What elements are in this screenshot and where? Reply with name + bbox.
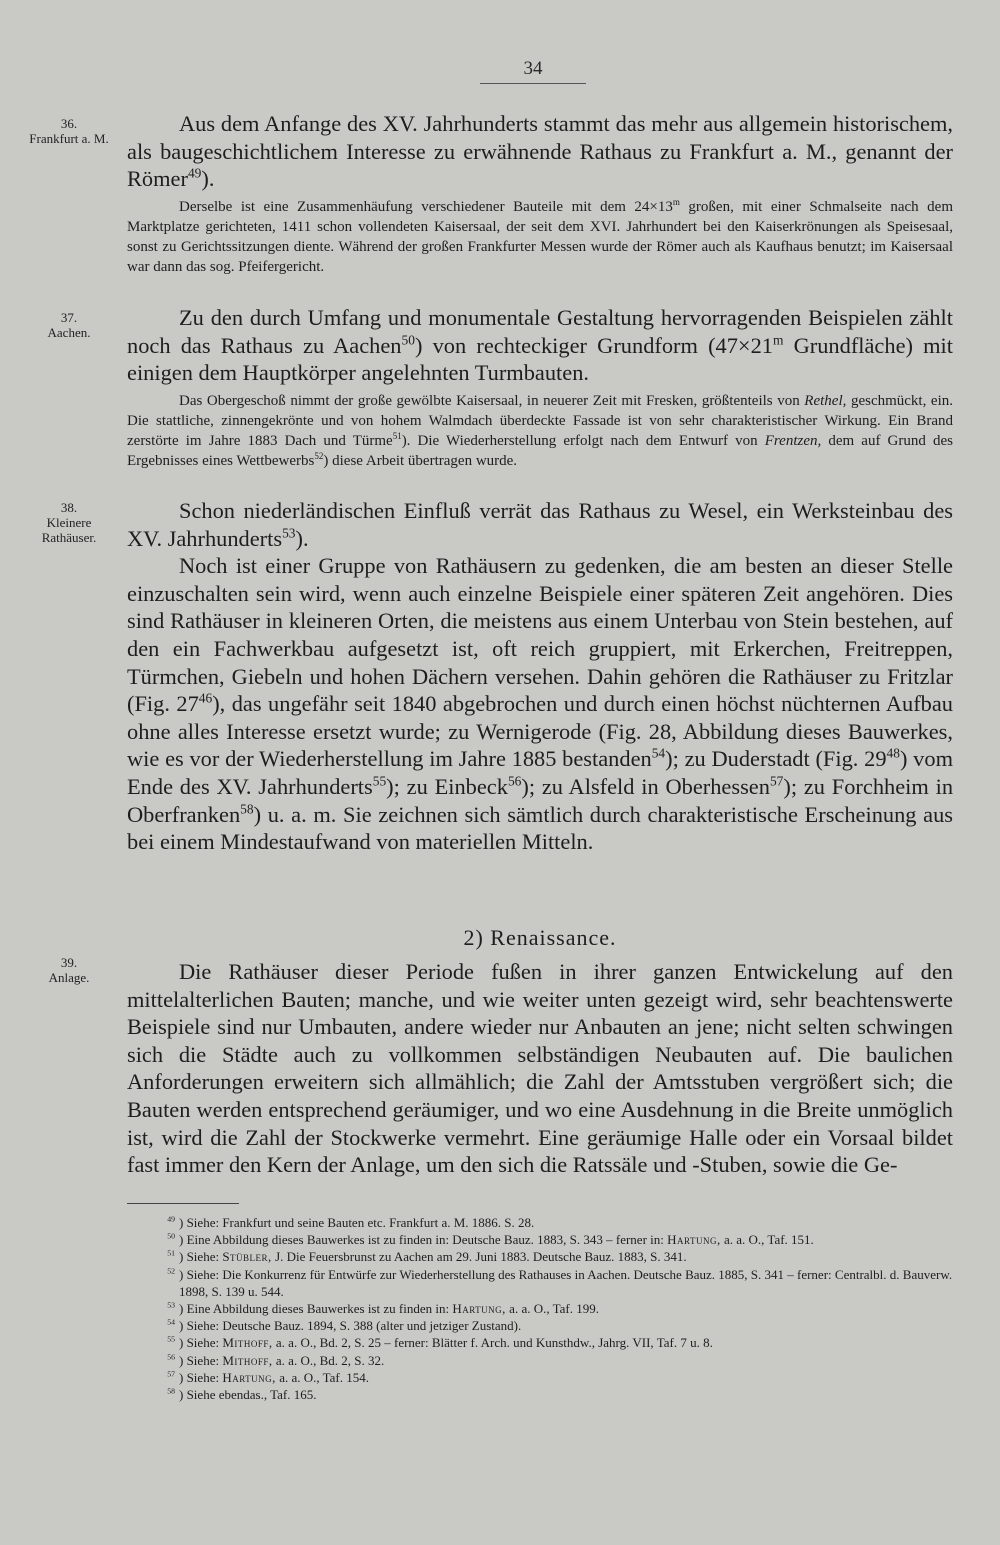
- section-36: [127, 110, 953, 278]
- footnote-rule: [127, 1203, 239, 1204]
- paragraph: Aus dem Anfange des XV. Jahrhunderts stammt das mehr aus allgemein historischem, als baugeschichtlichem Interesse zu erwähnende Rathaus zu Frankfurt a. M., genannt der Römer$^{49}$).: [127, 111, 953, 192]
- margin-note-label: Rathäuser.: [41, 530, 97, 545]
- margin-note-number: 38.: [60, 500, 78, 515]
- footnote-52: $^{52}$ ) Siehe: Die Konkurrenz für Entwürfe zur Wiederherstellung des Rathauses in Aachen. Deutsche Bauz. 1885, S. 341 – ferner: Centralbl. d. Bauverw. 1898, S. 139 u. 544.: [167, 1266, 953, 1299]
- section-37: [127, 304, 953, 472]
- paragraph: Schon niederländischen Einfluß verrät das Rathaus zu Wesel, ein Werksteinbau des XV. Jahrhunderts$^{53}$).: [127, 498, 953, 551]
- paragraph: Noch ist einer Gruppe von Rathäusern zu gedenken, die am besten an dieser Stelle einzuschalten sein wird, wenn auch einzelne Beispiele einer späteren Zeit angehören. Dies sind Rathäuser in kleineren Orten, die meistens aus einem Unterbau von Stein bestehen, auf den ein Fachwerkbau aufgesetzt ist, oft reich gruppiert, mit Erkerchen, Freitreppen, Türmchen, Giebeln und hohen Dächern versehen. Dahin gehören die Rathäuser zu Fritzlar (Fig. $27^{46}$), das ungefähr seit 1840 abgebrochen und durch einen höchst nüchternen Aufbau ohne alles Interesse ersetzt wurde; zu Wernigerode (Fig. 28, Abbildung dieses Bauwerkes, wie es vor der Wiederherstellung im Jahre 1885 bestanden$^{54}$); zu Duderstadt (Fig. $29^{48}$) vom Ende des XV. Jahrhunderts$^{55}$); zu Einbeck$^{56}$); zu Alsfeld in Oberhessen$^{57}$); zu Forchheim in Oberfranken$^{58}$) u. a. m. Sie zeichnen sich sämtlich durch charakteristische Erscheinung aus bei einem Mindestaufwand von materiellen Mitteln.: [127, 553, 954, 855]
- margin-note-number: 36.: [60, 116, 78, 131]
- margin-note-label: Aachen.: [47, 325, 91, 340]
- margin-note-label: Kleinere: [46, 515, 92, 530]
- footnote-57: $^{57}$ ) Siehe: Hartung, a. a. O., Taf. 154.: [167, 1369, 370, 1385]
- paragraph: Die Rathäuser dieser Periode fußen in ihrer ganzen Entwickelung auf den mittelalterlichen Bauten; manche, und wie weiter unten gezeigt wird, sehr beachtenswerte Beispiele sind nur Umbauten, andere wieder nur Anbauten an jene; nicht selten schwingen sich die Städte auch zu vollkommen selbständigen Neubauten auf. Die baulichen Anforderungen erweitern sich allmählich; die Zahl der Amtsstuben vergrößert sich; die Bauten werden entsprechend geräumiger, und wo eine Ausdehnung in die Breite unmöglich ist, wird die Zahl der Stockwerke vermehrt. Eine geräumige Halle oder ein Vorsaal bildet fast immer den Kern der Anlage, um den sich die Ratssäle und -Stuben, sowie die Ge-: [127, 959, 953, 1178]
- footnote-55: $^{55}$ ) Siehe: Mithoff, a. a. O., Bd. 2, S. 25 – ferner: Blätter f. Arch. und Kunsthdw., Jahrg. VII, Taf. 7 u. 8.: [167, 1335, 713, 1351]
- footnote-49: $^{49}$ ) Siehe: Frankfurt und seine Bauten etc. Frankfurt a. M. 1886. S. 28.: [167, 1214, 535, 1230]
- footnote-54: $^{54}$ ) Siehe: Deutsche Bauz. 1894, S. 388 (alter und jetziger Zustand).: [167, 1317, 522, 1334]
- section-39: [127, 958, 953, 1179]
- footnote-58: $^{58}$ ) Siehe ebendas., Taf. 165.: [167, 1386, 317, 1403]
- footnotes: [127, 1214, 953, 1403]
- paragraph: Zu den durch Umfang und monumentale Gestaltung hervorragenden Beispielen zählt noch das Rathaus zu Aachen$^{50}$) von rechteckiger Grundform ($47\times 21^m$ Grundfläche) mit einigen dem Hauptkörper angelehnten Turmbauten.: [127, 305, 953, 386]
- small-paragraph: Derselbe ist eine Zusammenhäufung verschiedener Bauteile mit dem $24\times 13^m$ großen, mit einer Schmalseite nach dem Marktplatze gerichteten, 1411 schon vollendeten Kaisersaal, der seit dem XVI. Jahrhundert bei den Kaiserkrönungen als Speisesaal, sonst zu Gerichtssitzungen diente. Während der großen Frankfurter Messen wurde der Römer auch als Kaufhaus benutzt; im Kaisersaal war dann das sog. Pfeifergericht.: [127, 196, 953, 276]
- margin-note-number: 39.: [60, 955, 78, 970]
- footnote-50: $^{50}$ ) Eine Abbildung dieses Bauwerkes ist zu finden in: Deutsche Bauz. 1883, S. 343 – ferner in: Hartung, a. a. O., Taf. 151.: [167, 1231, 814, 1248]
- small-paragraph: Das Obergeschoß nimmt der große gewölbte Kaisersaal, in neuerer Zeit mit Fresken, größtenteils von Rethel, geschmückt, ein. Die stattliche, zinnengekrönte und von hohem Walmdach überdeckte Fassade ist von sehr charakteristischer Wirkung. Ein Brand zerstörte im Jahre 1883 Dach und Türme$^{51}$). Die Wiederherstellung erfolgt nach dem Entwurf von Frentzen, dem auf Grund des Ergebnisses eines Wettbewerbs$^{52}$) diese Arbeit übertragen wurde.: [127, 392, 954, 470]
- margin-note-37: [14, 310, 124, 340]
- footnote-56: $^{56}$ ) Siehe: Mithoff, a. a. O., Bd. 2, S. 32.: [167, 1352, 385, 1368]
- margin-note-number: 37.: [60, 310, 78, 325]
- margin-note-label: Frankfurt a. M.: [29, 131, 109, 146]
- section-38: [127, 497, 953, 856]
- page-number: 34: [480, 58, 586, 84]
- margin-note-label: Anlage.: [48, 970, 90, 985]
- margin-note-39: [14, 955, 124, 985]
- margin-note-38: [14, 500, 124, 545]
- footnote-53: $^{53}$ ) Eine Abbildung dieses Bauwerkes ist zu finden in: Hartung, a. a. O., Taf. 199.: [167, 1300, 599, 1317]
- footnote-51: $^{51}$ ) Siehe: Stübler, J. Die Feuersbrunst zu Aachen am 29. Juni 1883. Deutsche Bauz. 1883, S. 341.: [167, 1249, 687, 1265]
- margin-note-36: [14, 116, 124, 146]
- section-heading: 2) Renaissance.: [463, 925, 617, 950]
